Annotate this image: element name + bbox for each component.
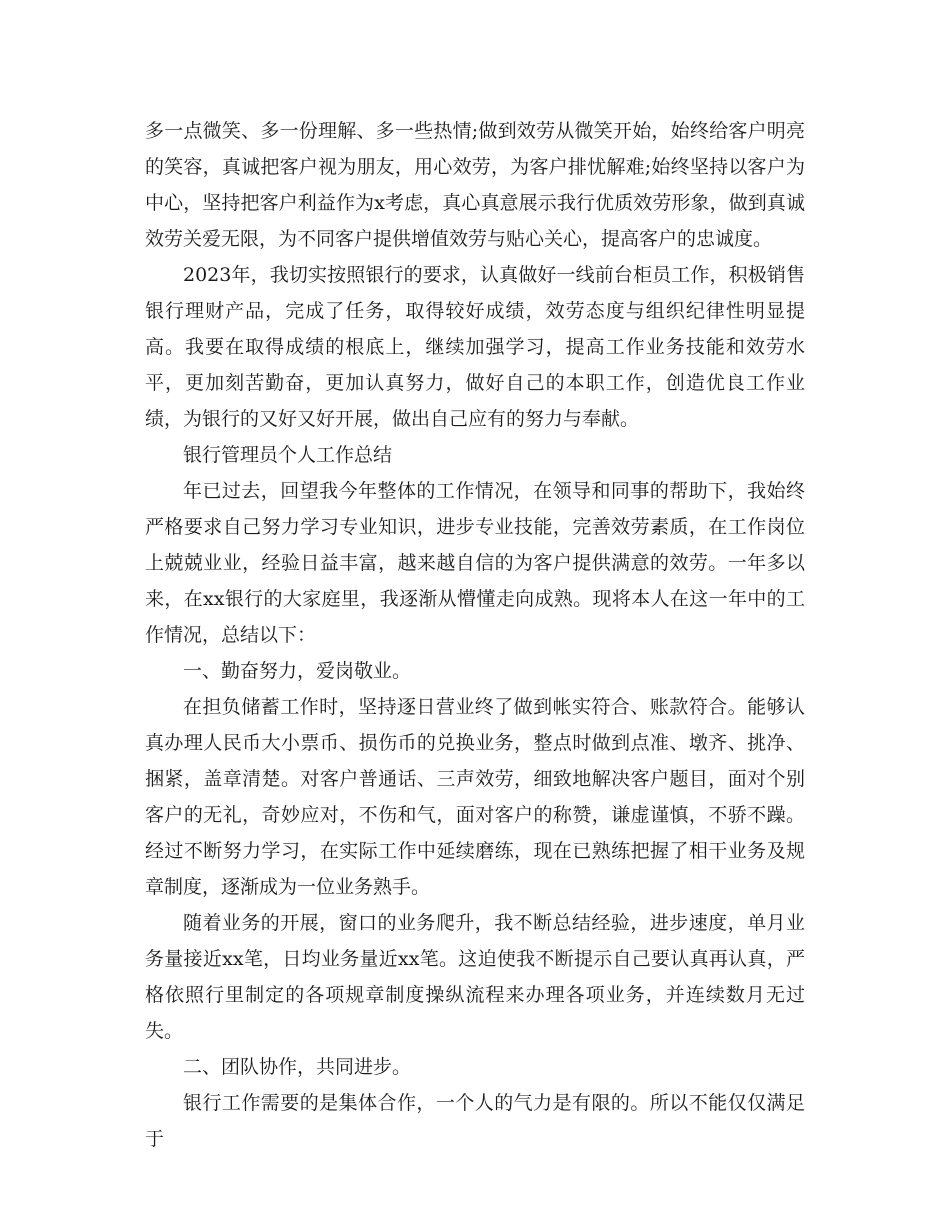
- document-body: [145, 113, 805, 1157]
- section-title: 银行管理员个人工作总结: [183, 444, 393, 466]
- paragraph-savings-work: 在担负储蓄工作时，坚持逐日营业终了做到帐实符合、账款符合。能够认真办理人民币大小票币、损伤币的兑换业务，整点时做到点准、墩齐、挑净、捆紧，盖章清楚。对客户普通话、三声效劳，细致地解决客户题目，面对个别客户的无礼，奇妙应对，不伤和气，面对客户的称赞，谦虚谨慎，不骄不躁。经过不断努力学习，在实际工作中延续磨练，现在已熟练把握了相干业务及规章制度，逐渐成为一位业务熟手。: [145, 696, 805, 898]
- paragraph-2023-summary: 2023年，我切实按照银行的要求，认真做好一线前台柜员工作，积极销售银行理财产品，完成了任务，取得较好成绩，效劳态度与组织纪律性明显提高。我要在取得成绩的根底上，继续加强学习，提高工作业务技能和效劳水平，更加刻苦勤奋，更加认真努力，做好自己的本职工作，创造优良工作业绩，为银行的又好又好开展，做出自己应有的努力与奉献。: [145, 264, 805, 430]
- paragraph-teamwork: 银行工作需要的是集体合作，一个人的气力是有限的。所以不能仅仅满足于: [145, 1092, 805, 1150]
- paragraph-business-growth: 随着业务的开展，窗口的业务爬升，我不断总结经验，进步速度，单月业务量接近xx笔，日均业务量近xx笔。这迫使我不断提示自己要认真再认真，严格依照行里制定的各项规章制度操纵流程来办理各项业务，并连续数月无过失。: [145, 912, 805, 1042]
- heading-section-2: 二、团队协作，共同进步。: [183, 1056, 412, 1078]
- paragraph-intro: 年已过去，回望我今年整体的工作情况，在领导和同事的帮助下，我始终严格要求自己努力学习专业知识，进步专业技能，完善效劳素质，在工作岗位上兢兢业业，经验日益丰富，越来越自信的为客户提供满意的效劳。一年多以来，在xx银行的大家庭里，我逐渐从懵懂走向成熟。现将本人在这一年中的工作情况，总结以下：: [145, 480, 805, 646]
- heading-section-1: 一、勤奋努力，爱岗敬业。: [183, 660, 412, 682]
- paragraph-continued: 多一点微笑、多一份理解、多一些热情;做到效劳从微笑开始，始终给客户明亮的笑容，真诚把客户视为朋友，用心效劳，为客户排忧解难;始终坚持以客户为中心，坚持把客户利益作为x考虑，真心真意展示我行优质效劳形象，做到真诚效劳关爱无限，为不同客户提供增值效劳与贴心关心，提高客户的忠诚度。: [145, 120, 805, 250]
